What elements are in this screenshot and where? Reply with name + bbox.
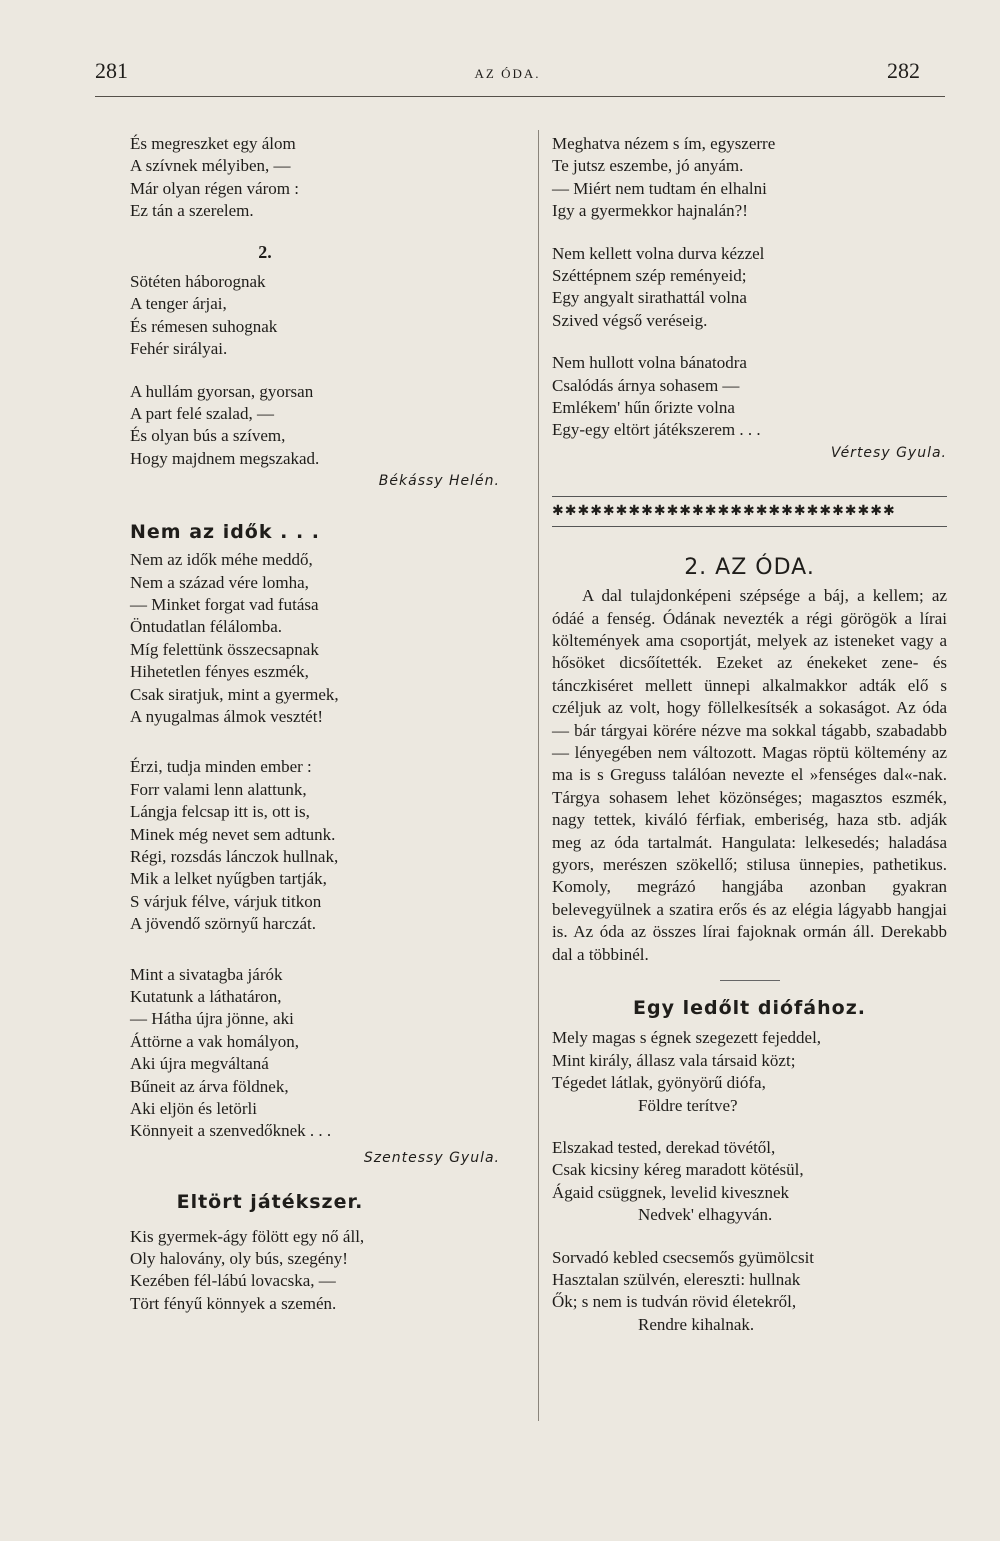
short-rule	[720, 980, 780, 981]
poem-line: Te jutsz eszembe, jó anyám.	[552, 156, 744, 176]
poem-line: Bűneit az árva földnek,	[130, 1076, 289, 1096]
poem-line: Csak siratjuk, mint a gyermek,	[130, 684, 339, 704]
poem4-stanza3-short: Rendre kihalnak.	[638, 1314, 755, 1334]
poem-line: Csalódás árnya sohasem —	[552, 375, 740, 395]
poem-line: Szived végső veréseig.	[552, 310, 708, 330]
poem-line: Hihetetlen fényes eszmék,	[130, 662, 309, 682]
poem-line: Minek még nevet sem adtunk.	[130, 824, 336, 844]
running-title: AZ ÓDA.	[474, 66, 541, 81]
poem-line: Egy-egy eltört játékszerem . . .	[552, 420, 761, 440]
poem-line: Forr valami lenn alattunk,	[130, 779, 307, 799]
poem-line: Ők; s nem is tudván rövid életekről,	[552, 1292, 797, 1312]
poem-line: Nem hullott volna bánatodra	[552, 353, 747, 373]
poem-line: Nem az idők méhe meddő,	[130, 550, 313, 570]
poem-line: Mint a sivatagba járók	[130, 964, 283, 984]
right-column	[552, 133, 947, 1336]
poem3-title: Eltört játékszer.	[176, 1191, 364, 1214]
poem-line: Széttépnem szép reményeid;	[552, 266, 747, 286]
poem-line: Ágaid csüggnek, levelid kivesznek	[552, 1182, 789, 1202]
poem-line: Nem a század vére lomha,	[130, 572, 309, 592]
poem4-stanza1	[552, 1027, 947, 1094]
poem-line: Régi, rozsdás lánczok hullnak,	[130, 846, 339, 866]
poem-line: Ez tán a szerelem.	[130, 201, 254, 221]
poem4-title: Egy ledőlt diófához.	[633, 997, 866, 1019]
poem-line: Mely magas s égnek szegezett fejeddel,	[552, 1028, 822, 1048]
poem-line: Emlékem' hűn őrizte volna	[552, 398, 735, 418]
poem-line: Igy a gyermekkor hajnalán?!	[552, 201, 748, 221]
poem4-stanza3	[552, 1247, 947, 1314]
poem-line: A hullám gyorsan, gyorsan	[130, 381, 314, 401]
poem-line: Kis gyermek-ágy fölött egy nő áll,	[130, 1226, 365, 1246]
column-divider	[538, 130, 539, 1421]
poem-line: Lángja felcsap itt is, ott is,	[130, 802, 310, 822]
poem-line: És olyan bús a szívem,	[130, 426, 286, 446]
left-column	[130, 133, 515, 1315]
poem-line: Egy angyalt sirathattál volna	[552, 288, 747, 308]
poem-line: Áttörne a vak homályon,	[130, 1031, 300, 1051]
page-number-right: 282	[887, 58, 920, 83]
poem-line: Elszakad tested, derekad tövétől,	[552, 1138, 776, 1158]
poem-line: Sorvadó kebled csecsemős gyümölcsit	[552, 1247, 815, 1267]
poem-line: Csak kicsiny kéreg maradott kötésül,	[552, 1160, 804, 1180]
poem-line: Nem kellett volna durva kézzel	[552, 243, 765, 263]
poem-line: A szívnek mélyiben, —	[130, 156, 291, 176]
poem-line: Tört fényű könnyek a szemén.	[130, 1293, 337, 1313]
poem1-stanza1	[130, 133, 515, 223]
poem2-author: Szentessy Gyula.	[363, 1149, 500, 1166]
poem-line: Sötéten háborognak	[130, 272, 266, 292]
poem-line: Oly halovány, oly bús, szegény!	[130, 1249, 348, 1269]
poem-line: Mint király, állasz vala társaid közt;	[552, 1050, 796, 1070]
poem4-stanza2-short: Nedvek' elhagyván.	[638, 1205, 773, 1225]
poem2-stanza1	[130, 549, 515, 728]
poem-line: Meghatva nézem s ím, egyszerre	[552, 134, 776, 153]
poem-line: Könnyeit a szenvedőknek . . .	[130, 1121, 332, 1141]
ode-text	[552, 585, 947, 966]
poem-line: Tégedet látlak, gyönyörű diófa,	[552, 1073, 766, 1093]
poem4-stanza1-short: Földre terítve?	[638, 1095, 738, 1115]
poem-line: A jövendő szörnyű harczát.	[130, 914, 316, 934]
poem-line: Kezében fél-lábú lovacska, —	[130, 1271, 336, 1291]
poem-line: S várjuk félve, várjuk titkon	[130, 891, 322, 911]
poem4-stanza2	[552, 1137, 947, 1204]
poem3-stanza3	[552, 243, 947, 333]
poem-line: Míg felettünk összecsapnak	[130, 639, 319, 659]
poem-line: Hogy majdnem megszakad.	[130, 448, 320, 468]
ode-paragraph: A dal tulajdonképeni szépsége a báj, a kellem; az ódáé a fenség. Ódának nevezték a régi görögök a lírai költemények ama csoportját, melyek az isteneket vagy a hősöket dicsőítették. Ezeket az énekeket zene- és tánczkiséret mellett ünnepi alkalmakkor adták elő s czéljuk az volt, hogy föllelkesítsék a sokaságot. Az óda — bár tárgyai körére nézve ma sokkal tágabb, szabadabb — lényegében nem változott. Magas röptü költemény az ma is s Greguss találóan nevezte el »fenséges dal«-nak. Tárgya sohasem lehet közönséges; magasztos eszmék, nagy tettek, kiváló férfiak, emberiség, haza stb. adják meg az óda tartalmát. Hangulata: lelkesedés; haladása gyors, merészen szökellő; stilusa ünnepies, pathetikus. Komoly, megrázó hangjába azonban gyakran belevegyülnek a szatira erős és az elégia lágyabb hangjai is. Az óda az összes lírai fajoknak ormán áll. Derekabb dal a többinél.	[552, 586, 947, 964]
header-rule	[95, 96, 945, 97]
poem-line: És megreszket egy álom	[130, 134, 296, 153]
poem3-author: Vértesy Gyula.	[830, 444, 947, 461]
poem-line: A part felé szalad, —	[130, 404, 274, 424]
page-header	[95, 58, 920, 92]
poem3-stanza2	[552, 133, 947, 223]
poem-line: Mik a lelket nyűgben tartják,	[130, 869, 327, 889]
poem-line: Érzi, tudja minden ember :	[130, 757, 312, 777]
poem-line: Már olyan régen várom :	[130, 178, 299, 198]
poem-line: És rémesen suhognak	[130, 316, 278, 336]
poem2-stanza3	[130, 964, 515, 1143]
poem-line: — Miért nem tudtam én elhalni	[552, 178, 767, 198]
poem3-stanza1	[130, 1226, 515, 1316]
poem1-stanza2	[130, 271, 515, 361]
poem-line: Fehér sirályai.	[130, 339, 228, 359]
poem-line: A nyugalmas álmok vesztét!	[130, 706, 324, 726]
poem-line: — Hátha újra jönne, aki	[130, 1009, 294, 1029]
poem1-stanza3	[130, 381, 515, 471]
poem-line: Aki eljön és letörli	[130, 1099, 258, 1119]
poem-line: A tenger árjai,	[130, 294, 227, 314]
poem1-author: Békássy Helén.	[378, 473, 500, 490]
poem2-title: Nem az idők . . .	[130, 520, 320, 543]
poem-line: Hasztalan szülvén, elereszti: hullnak	[552, 1270, 801, 1290]
poem3-stanza4	[552, 352, 947, 442]
poem-line: Öntudatlan félálomba.	[130, 617, 283, 637]
section-number: 2.	[258, 241, 272, 262]
poem-line: Kutatunk a láthatáron,	[130, 987, 282, 1006]
poem-line: — Minket forgat vad futása	[130, 594, 319, 614]
ornament-divider: ✱✱✱✱✱✱✱✱✱✱✱✱✱✱✱✱✱✱✱✱✱✱✱✱✱✱✱	[552, 496, 947, 526]
ode-title: 2. AZ ÓDA.	[684, 554, 815, 580]
poem2-stanza2	[130, 756, 515, 935]
poem-line: Aki újra megváltaná	[130, 1054, 269, 1074]
page-number-left: 281	[95, 58, 128, 83]
